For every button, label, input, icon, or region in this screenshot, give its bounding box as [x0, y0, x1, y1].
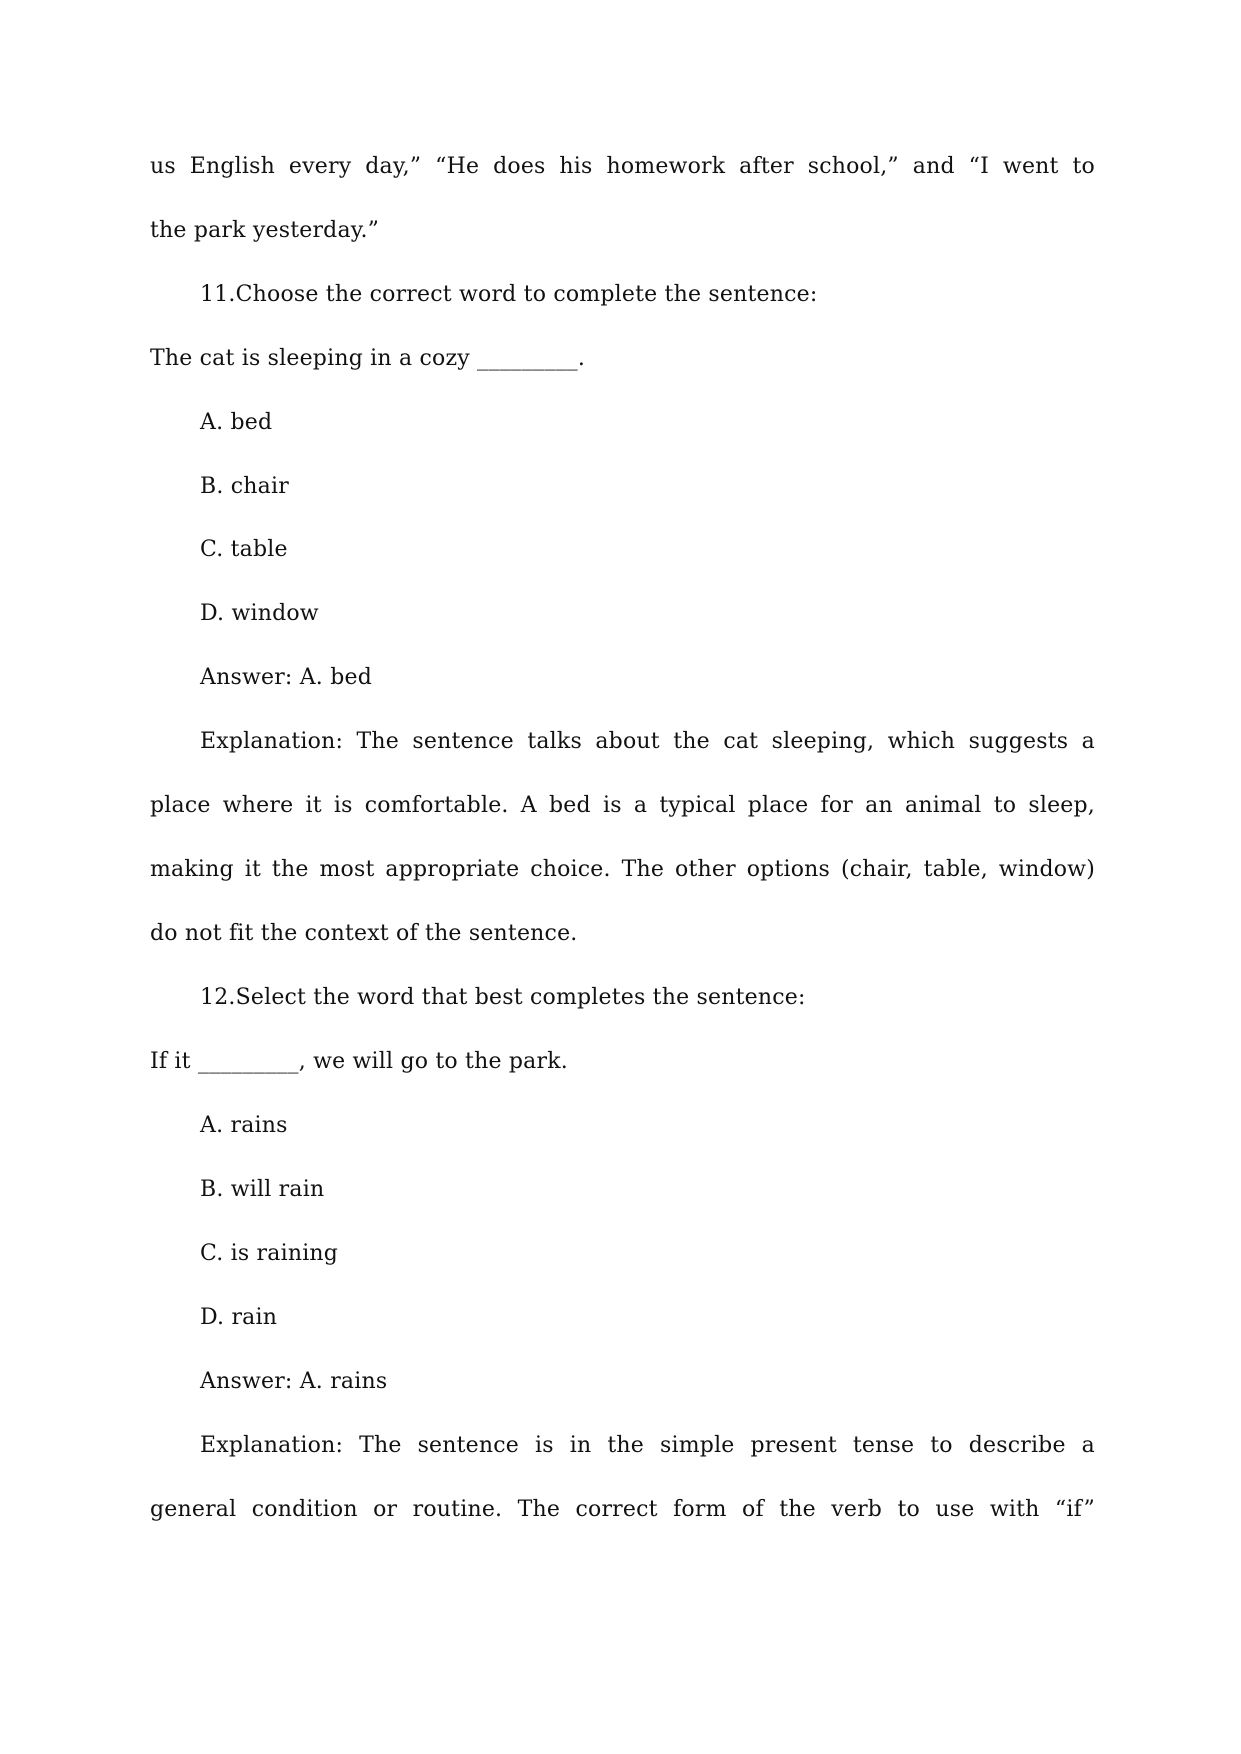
question-number: 12.	[200, 985, 236, 1010]
question-prompt: Select the word that best completes the sentence:	[235, 985, 806, 1010]
continuation-line-1: us English every day,” “He does his homework after school,” and “I went to	[150, 154, 1095, 179]
question-12-heading	[200, 983, 806, 1013]
question-12-sentence: If it _________, we will go to the park.	[150, 1049, 568, 1074]
question-12-explanation-line-1: Explanation: The sentence is in the simple present tense to describe a	[200, 1433, 1095, 1458]
question-11-explanation-line-2: place where it is comfortable. A bed is a typical place for an animal to sleep,	[150, 793, 1095, 818]
question-12-option-d: D. rain	[200, 1305, 278, 1330]
question-11-option-c: C. table	[200, 537, 288, 562]
question-12-option-b: B. will rain	[200, 1177, 325, 1202]
question-11-heading	[200, 280, 817, 310]
question-11-explanation-line-4: do not fit the context of the sentence.	[150, 921, 578, 946]
continuation-line-2: the park yesterday.”	[150, 218, 380, 243]
question-11-option-d: D. window	[200, 601, 319, 626]
question-11-option-a: A. bed	[200, 410, 273, 435]
question-12-option-a: A. rains	[200, 1113, 288, 1138]
question-12-answer: Answer: A. rains	[200, 1369, 388, 1394]
question-11-explanation-line-3: making it the most appropriate choice. The other options (chair, table, window)	[150, 857, 1095, 882]
question-11-answer: Answer: A. bed	[200, 665, 372, 690]
question-11-option-b: B. chair	[200, 474, 289, 499]
question-11-sentence: The cat is sleeping in a cozy _________.	[150, 346, 586, 371]
question-12-option-c: C. is raining	[200, 1241, 339, 1266]
question-prompt: Choose the correct word to complete the sentence:	[235, 282, 818, 307]
question-11-explanation-line-1: Explanation: The sentence talks about the cat sleeping, which suggests a	[200, 729, 1095, 754]
question-number: 11.	[200, 282, 236, 307]
question-12-explanation-line-2: general condition or routine. The correct form of the verb to use with “if”	[150, 1497, 1095, 1522]
